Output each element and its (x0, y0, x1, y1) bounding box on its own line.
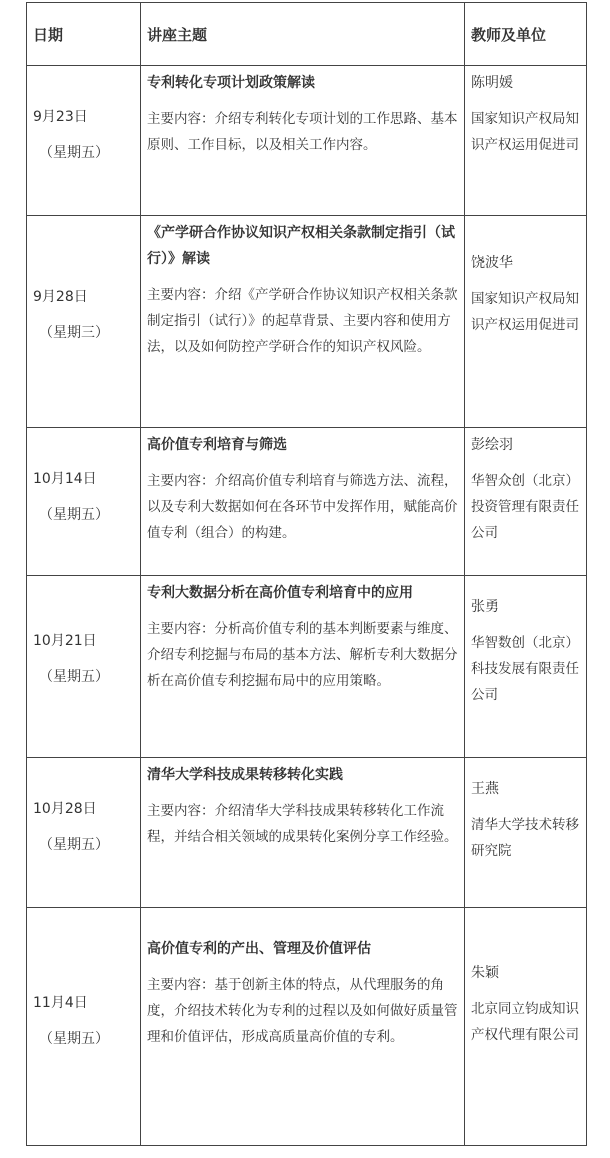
teacher-cell (465, 428, 587, 576)
lecture-weekday: （星期五） (39, 837, 109, 853)
lecture-topic: 专利大数据分析在高价值专利培育中的应用 (147, 585, 413, 601)
lecture-date: 9月28日 (33, 289, 88, 305)
lecture-date: 10月21日 (33, 633, 97, 649)
lecture-summary: 主要内容：介绍清华大学科技成果转移转化工作流程，并结合相关领域的成果转化案例分享工作经验。 (147, 803, 458, 845)
lecture-weekday: （星期五） (39, 507, 109, 523)
lecture-topic: 《产学研合作协议知识产权相关条款制定指引（试行）》解读 (147, 225, 455, 267)
lecture-weekday: （星期五） (39, 145, 109, 161)
lecture-topic: 高价值专利培育与筛选 (147, 437, 287, 453)
date-cell (27, 758, 141, 908)
lecture-schedule-table (26, 2, 587, 1146)
teacher-cell (465, 908, 587, 1146)
teacher-unit: 国家知识产权局知识产权运用促进司 (471, 111, 579, 153)
teacher-cell (465, 216, 587, 428)
teacher-unit: 华智数创（北京）科技发展有限责任公司 (471, 635, 579, 703)
teacher-cell (465, 576, 587, 758)
lecture-date: 10月28日 (33, 801, 97, 817)
topic-cell (141, 908, 465, 1146)
teacher-name: 张勇 (471, 599, 499, 615)
table-row (27, 428, 587, 576)
lecture-date: 11月4日 (33, 995, 88, 1011)
teacher-unit: 国家知识产权局知识产权运用促进司 (471, 291, 579, 333)
lecture-summary: 主要内容：基于创新主体的特点，从代理服务的角度，介绍技术转化为专利的过程以及如何做好质量管理和价值评估，形成高质量高价值的专利。 (147, 977, 458, 1045)
teacher-name: 王燕 (471, 781, 499, 797)
date-cell (27, 908, 141, 1146)
topic-cell (141, 66, 465, 216)
lecture-summary: 主要内容：介绍《产学研合作协议知识产权相关条款制定指引（试行）》的起草背景、主要内容和使用方法，以及如何防控产学研合作的知识产权风险。 (147, 287, 458, 355)
header-date: 日期 (27, 3, 141, 66)
table-row (27, 576, 587, 758)
teacher-unit: 北京同立钧成知识产权代理有限公司 (471, 1001, 579, 1043)
header-teacher: 教师及单位 (465, 3, 587, 66)
lecture-topic: 高价值专利的产出、管理及价值评估 (147, 941, 371, 957)
teacher-cell (465, 66, 587, 216)
date-cell (27, 216, 141, 428)
topic-cell (141, 576, 465, 758)
header-topic: 讲座主题 (141, 3, 465, 66)
table-row (27, 66, 587, 216)
teacher-name: 彭绘羽 (471, 437, 513, 453)
lecture-summary: 主要内容：介绍高价值专利培育与筛选方法、流程，以及专利大数据如何在各环节中发挥作用，赋能高价值专利（组合）的构建。 (147, 473, 458, 541)
date-cell (27, 66, 141, 216)
teacher-name: 饶波华 (471, 255, 513, 271)
lecture-topic: 专利转化专项计划政策解读 (147, 75, 315, 91)
table-row (27, 908, 587, 1146)
lecture-weekday: （星期五） (39, 1031, 109, 1047)
lecture-date: 9月23日 (33, 109, 88, 125)
teacher-unit: 清华大学技术转移研究院 (471, 817, 579, 859)
lecture-topic: 清华大学科技成果转移转化实践 (147, 767, 343, 783)
topic-cell (141, 428, 465, 576)
teacher-unit: 华智众创（北京）投资管理有限责任公司 (471, 473, 579, 541)
date-cell (27, 428, 141, 576)
lecture-summary: 主要内容：分析高价值专利的基本判断要素与维度、介绍专利挖掘与布局的基本方法、解析专利大数据分析在高价值专利挖掘布局中的应用策略。 (147, 621, 458, 689)
lecture-weekday: （星期三） (39, 325, 109, 341)
lecture-weekday: （星期五） (39, 669, 109, 685)
teacher-name: 陈明媛 (471, 75, 513, 91)
date-cell (27, 576, 141, 758)
topic-cell (141, 216, 465, 428)
topic-cell (141, 758, 465, 908)
lecture-date: 10月14日 (33, 471, 97, 487)
teacher-cell (465, 758, 587, 908)
header-row (27, 3, 587, 66)
teacher-name: 朱颖 (471, 965, 499, 981)
table-row (27, 216, 587, 428)
table-row (27, 758, 587, 908)
lecture-summary: 主要内容：介绍专利转化专项计划的工作思路、基本原则、工作目标，以及相关工作内容。 (147, 111, 458, 153)
